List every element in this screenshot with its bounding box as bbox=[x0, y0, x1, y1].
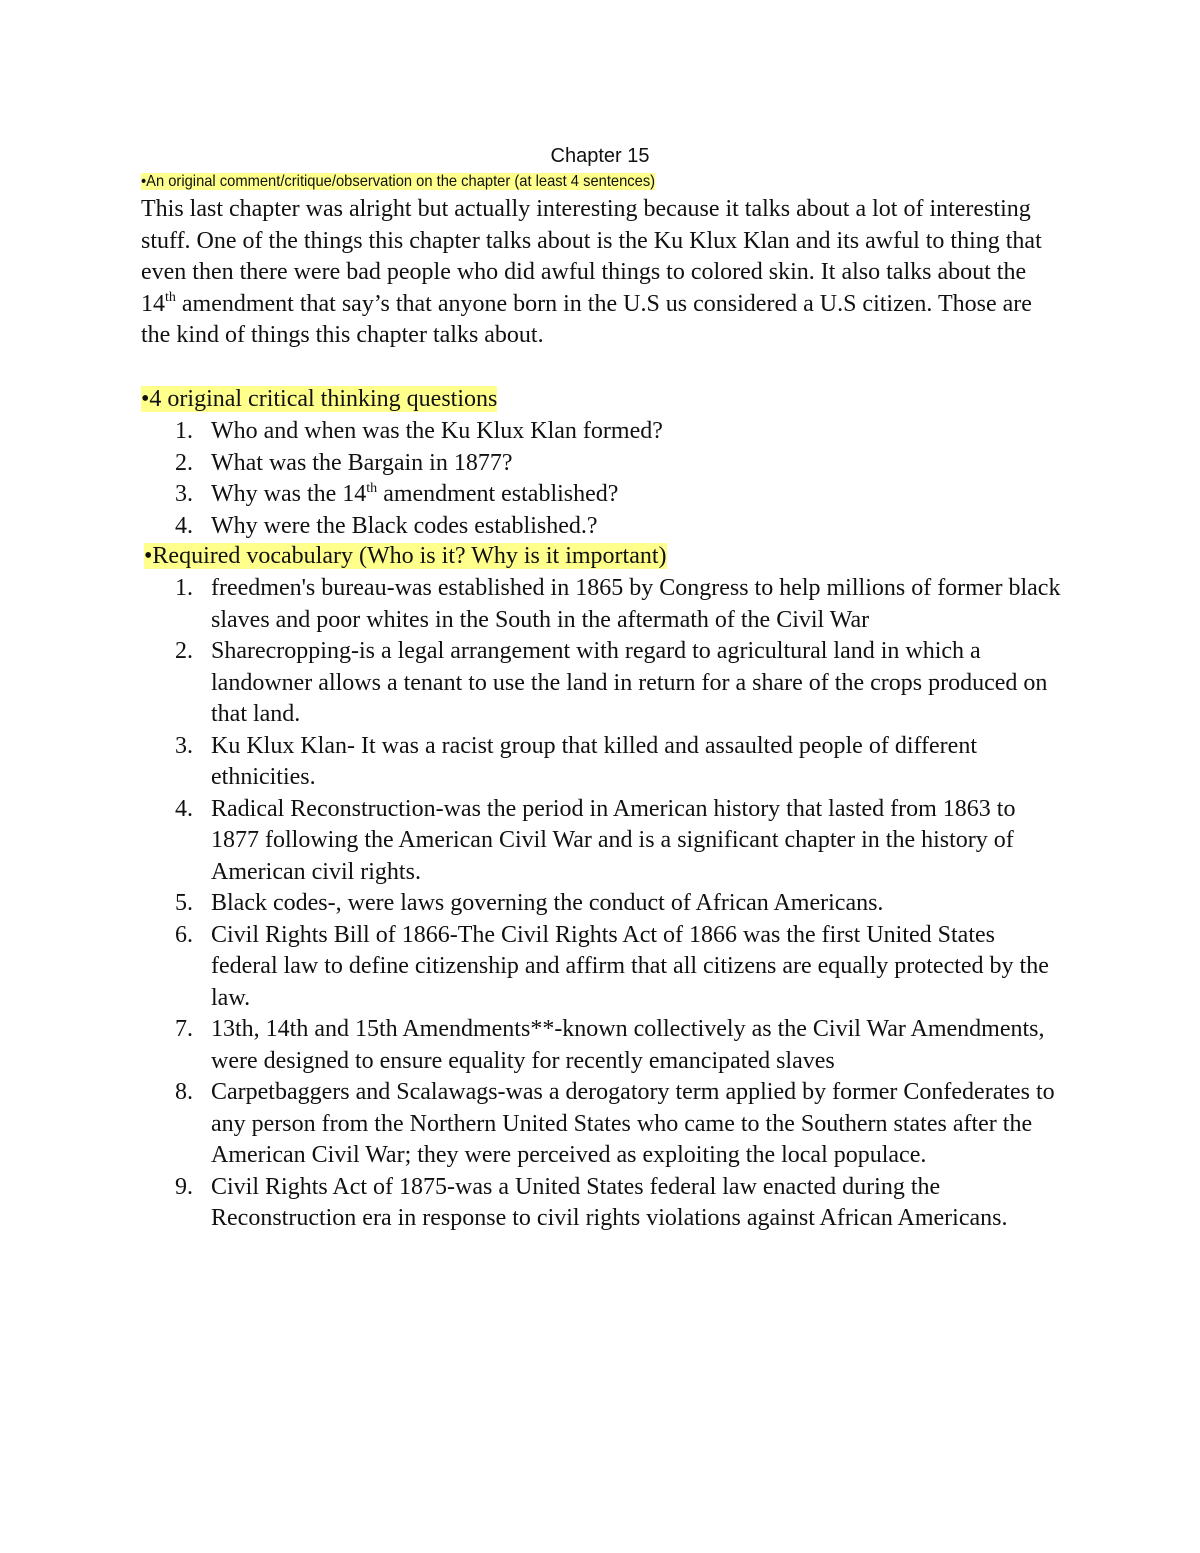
comment-heading-text: •An original comment/critique/observation on the chapter (at least 4 sentences) bbox=[141, 173, 656, 190]
comment-paragraph-part2: amendment that say’s that anyone born in the U.S us considered a U.S citizen. Those are the kind of things this chapter talks about. bbox=[141, 290, 1032, 348]
question-number: 1. bbox=[175, 418, 193, 444]
questions-heading-text: •4 original critical thinking questions bbox=[141, 386, 498, 412]
vocab-number: 1. bbox=[175, 575, 193, 601]
question-text: Why were the Black codes established.? bbox=[211, 512, 598, 539]
vocab-item bbox=[141, 731, 1061, 794]
comment-paragraph-sup: th bbox=[165, 289, 176, 305]
vocab-item bbox=[141, 1172, 1061, 1235]
question-item bbox=[141, 448, 1061, 480]
question-item bbox=[141, 511, 1061, 543]
vocab-number: 2. bbox=[175, 638, 193, 664]
vocab-text: Carpetbaggers and Scalawags-was a derogatory term applied by former Confederates to any person from the Northern United States who came to the Southern states after the American Civil War; they were perceived as exploiting the local populace. bbox=[211, 1079, 1055, 1168]
vocab-text: Ku Klux Klan- It was a racist group that killed and assaulted people of different ethnicities. bbox=[211, 732, 977, 790]
vocab-item bbox=[141, 888, 1061, 920]
vocab-item bbox=[141, 1077, 1061, 1172]
vocab-item bbox=[141, 920, 1061, 1015]
question-item bbox=[141, 416, 1061, 448]
comment-heading bbox=[141, 171, 655, 193]
vocab-item bbox=[141, 636, 1061, 731]
vocab-number: 9. bbox=[175, 1173, 193, 1200]
question-text: What was the Bargain in 1877? bbox=[211, 449, 513, 476]
question-item bbox=[141, 479, 1061, 511]
question-number: 3. bbox=[175, 481, 193, 507]
vocab-text: Radical Reconstruction-was the period in American history that lasted from 1863 to 1877 following the American Civil War and is a significant chapter in the history of American civil rights. bbox=[211, 795, 1016, 885]
comment-paragraph-part1: This last chapter was alright but actually interesting because it talks about a lot of interesting stuff. One of the things this chapter talks about is the Ku Klux Klan and its awful to thing that even then there were bad people who did awful things to colored skin. It also talks about the 14 bbox=[141, 196, 1042, 317]
vocab-text: freedmen's bureau-was established in 1865 by Congress to help millions of former black slaves and poor whites in the South in the aftermath of the Civil War bbox=[211, 575, 1061, 633]
vocab-text: Civil Rights Bill of 1866-The Civil Rights Act of 1866 was the first United States federal law to define citizenship and affirm that all citizens are equally protected by the law. bbox=[211, 921, 1049, 1011]
vocab-number: 3. bbox=[175, 732, 193, 759]
vocab-text: Sharecropping-is a legal arrangement with regard to agricultural land in which a landowner allows a tenant to use the land in return for a share of the crops produced on that land. bbox=[211, 638, 1048, 727]
vocab-heading-text: •Required vocabulary (Who is it? Why is it important) bbox=[144, 543, 667, 569]
comment-paragraph bbox=[141, 194, 1061, 352]
vocab-number: 6. bbox=[175, 921, 193, 948]
vocab-text: Black codes-, were laws governing the conduct of African Americans. bbox=[211, 890, 884, 916]
question-text-before: Why was the 14 bbox=[211, 481, 367, 507]
vocab-item bbox=[141, 1014, 1061, 1077]
question-text: Who and when was the Ku Klux Klan formed? bbox=[211, 418, 663, 444]
vocab-list bbox=[141, 573, 1061, 1235]
vocab-heading bbox=[144, 541, 667, 572]
question-number: 4. bbox=[175, 512, 193, 539]
questions-list bbox=[141, 416, 1061, 542]
vocab-number: 5. bbox=[175, 890, 193, 916]
vocab-item bbox=[141, 794, 1061, 889]
questions-heading bbox=[141, 384, 497, 415]
vocab-number: 4. bbox=[175, 795, 193, 822]
question-text-after: amendment established? bbox=[377, 481, 619, 507]
page-title: Chapter 15 bbox=[550, 145, 650, 167]
vocab-item bbox=[141, 573, 1061, 636]
vocab-text: 13th, 14th and 15th Amendments**-known collectively as the Civil War Amendments, were designed to ensure equality for recently emancipated slaves bbox=[211, 1016, 1045, 1074]
vocab-number: 8. bbox=[175, 1079, 193, 1105]
question-number: 2. bbox=[175, 449, 193, 476]
vocab-text: Civil Rights Act of 1875-was a United States federal law enacted during the Reconstruction era in response to civil rights violations against African Americans. bbox=[211, 1173, 1008, 1231]
vocab-number: 7. bbox=[175, 1016, 193, 1042]
question-sup: th bbox=[366, 481, 378, 496]
